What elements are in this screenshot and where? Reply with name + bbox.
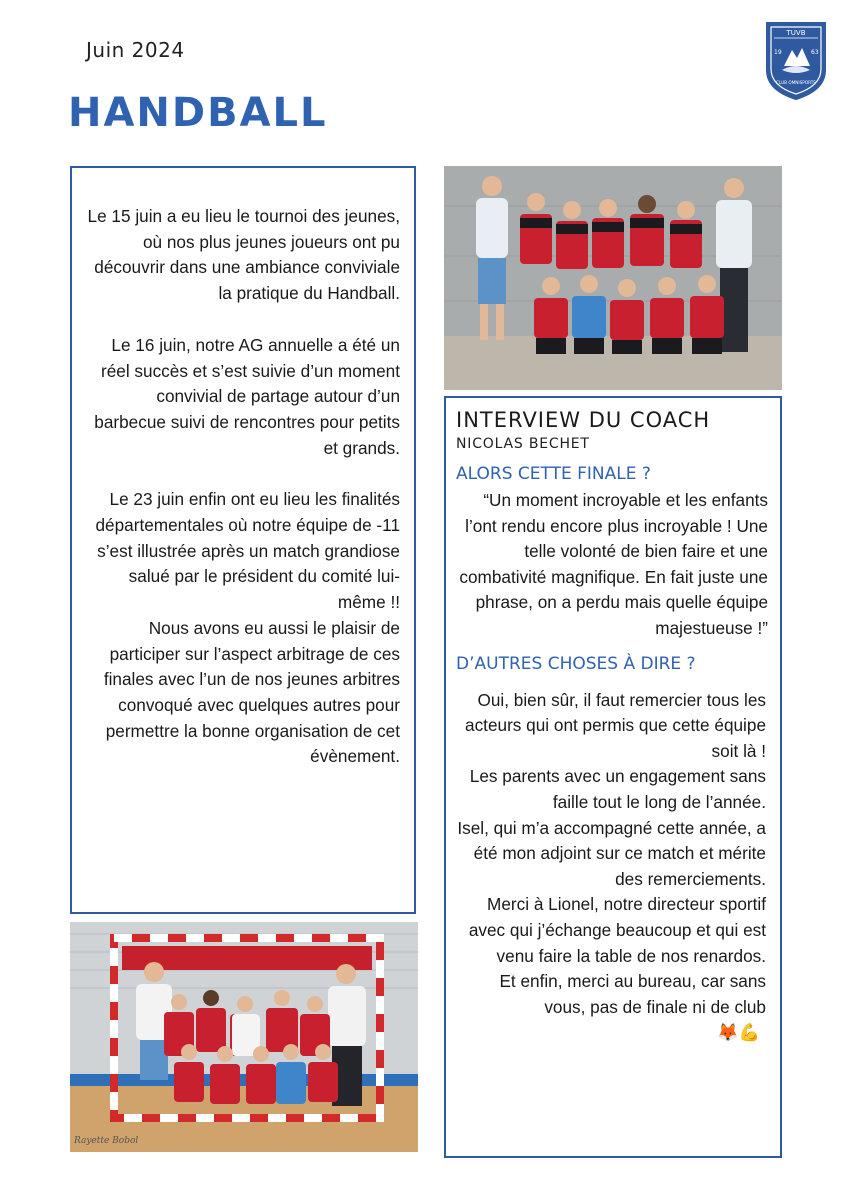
club-logo (764, 20, 828, 102)
svg-text:19: 19 (774, 49, 782, 56)
team-photo-outdoor (444, 166, 782, 390)
svg-text:TUVB: TUVB (786, 29, 806, 37)
photo-signature: Rayette Bobol (74, 1136, 139, 1146)
answer-2 (456, 688, 772, 1046)
news-paragraph-finals: Le 23 juin enfin ont eu lieu les finalités départementales où notre équipe de -11 s’est illustrée après un match grandiose salué par le président du comité lui-même !! (95, 489, 400, 613)
svg-text:CLUB OMNISPORTS: CLUB OMNISPORTS (776, 80, 816, 85)
issue-date: Juin 2024 (86, 38, 185, 62)
news-box (70, 166, 416, 914)
news-paragraph-ag: Le 16 juin, notre AG annuelle a été un réel succès et s’est suivie d’un moment convivial de partage autour d’un barbecue suivi de rencontres pour petits et grands. (94, 334, 400, 458)
interview-subtitle: NICOLAS BECHET (456, 436, 590, 452)
question-2: D’AUTRES CHOSES À DIRE ? (456, 653, 696, 674)
answer-1: “Un moment incroyable et les enfants l’ont rendu encore plus incroyable ! Une telle volonté de bien faire et une combativité magnifique. En fait juste une phrase, on a perdu mais quelle équipe majestueuse !” (459, 490, 768, 638)
answer-2-isel: Isel, qui m’a accompagné cette année, a été mon adjoint sur ce match et mérite des remerciements. (457, 817, 766, 889)
page-title: HANDBALL (68, 90, 328, 136)
answer-2-parents: Les parents avec un engagement sans faille tout le long de l’année. (469, 766, 766, 812)
question-1: ALORS CETTE FINALE ? (456, 464, 651, 484)
team-photo-gym (70, 922, 418, 1152)
svg-text:63: 63 (811, 49, 819, 56)
interview-title: INTERVIEW DU COACH (456, 408, 711, 432)
answer-2-thanks-actors: Oui, bien sûr, il faut remercier tous les acteurs qui ont permis que cette équipe soit là ! (465, 689, 766, 761)
answer-2-bureau: Et enfin, merci au bureau, car sans vous, pas de finale ni de club (499, 971, 766, 1017)
answer-2-lionel: Merci à Lionel, notre directeur sportif avec qui j’échange beaucoup et qui est venu faire la table de nos renardos. (468, 894, 766, 966)
fox-muscle-emoji: 🦊💪 (717, 1022, 760, 1043)
news-paragraph-referee: Nous avons eu aussi le plaisir de participer sur l’aspect arbitrage de ces finales avec l’un de nos jeunes arbitres convoqué avec quelques autres pour permettre la bonne organisation de cet évènement. (103, 617, 400, 767)
interview-box (444, 396, 782, 1158)
news-paragraph-tournament: Le 15 juin a eu lieu le tournoi des jeunes, où nos plus jeunes joueurs ont pu découvrir dans une ambiance conviviale la pratique du Handball. (87, 206, 400, 304)
